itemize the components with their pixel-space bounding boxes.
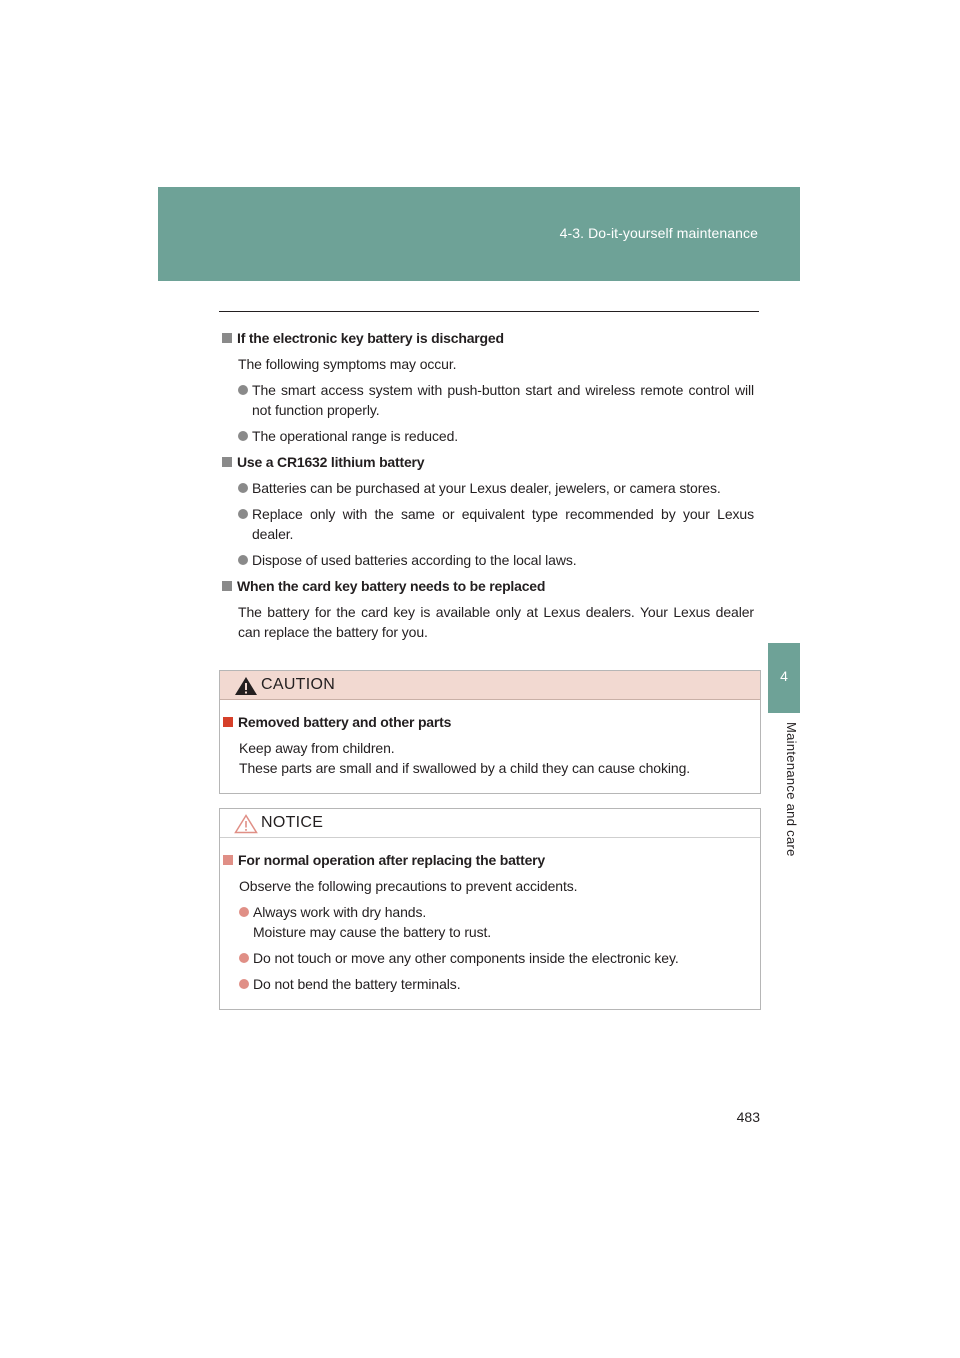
circle-bullet-icon xyxy=(238,509,248,519)
top-rule xyxy=(219,311,759,312)
circle-bullet-icon xyxy=(238,431,248,441)
circle-bullet-icon xyxy=(239,979,249,989)
caution-heading: Removed battery and other parts xyxy=(223,712,760,732)
page-number: 483 xyxy=(736,1109,760,1125)
square-bullet-icon xyxy=(222,581,232,591)
notice-heading: For normal operation after replacing the battery xyxy=(223,850,760,870)
chapter-tab xyxy=(768,643,800,713)
chapter-number: 4 xyxy=(780,668,788,684)
circle-bullet-icon xyxy=(239,907,249,917)
main-content xyxy=(222,328,754,648)
section-heading: When the card key battery needs to be replaced xyxy=(222,576,754,596)
list-item: Dispose of used batteries according to the local laws. xyxy=(238,550,754,570)
square-bullet-icon xyxy=(222,333,232,343)
section-heading: If the electronic key battery is discharged xyxy=(222,328,754,348)
caution-header xyxy=(220,671,760,700)
warning-triangle-icon xyxy=(234,676,258,696)
circle-bullet-icon xyxy=(239,953,249,963)
circle-bullet-icon xyxy=(238,483,248,493)
notice-intro: Observe the following precautions to prevent accidents. xyxy=(239,878,578,894)
notice-triangle-icon xyxy=(234,814,258,834)
caution-line: Keep away from children. xyxy=(239,740,395,756)
caution-body xyxy=(220,700,760,778)
list-item: The smart access system with push-button start and wireless remote control will not function properly. xyxy=(238,380,754,420)
section-intro: The following symptoms may occur. xyxy=(238,356,457,372)
section-title: 4-3. Do-it-yourself maintenance xyxy=(559,225,758,241)
square-bullet-icon xyxy=(223,717,233,727)
square-bullet-icon xyxy=(222,457,232,467)
notice-header xyxy=(220,809,760,838)
circle-bullet-icon xyxy=(238,555,248,565)
caution-line: These parts are small and if swallowed by a child they can cause choking. xyxy=(239,760,691,776)
chapter-label: Maintenance and care xyxy=(784,722,799,857)
caution-box xyxy=(219,670,761,794)
notice-box xyxy=(219,808,761,1010)
caution-title: CAUTION xyxy=(261,676,336,693)
list-item: Do not touch or move any other components inside the electronic key. xyxy=(239,948,760,968)
notice-body xyxy=(220,838,760,994)
section-intro: The battery for the card key is available only at Lexus dealers. Your Lexus dealer can replace the battery for you. xyxy=(238,604,754,640)
list-item: Always work with dry hands. Moisture may cause the battery to rust. xyxy=(239,902,760,942)
list-item: Do not bend the battery terminals. xyxy=(239,974,760,994)
notice-title: NOTICE xyxy=(261,814,324,831)
square-bullet-icon xyxy=(223,855,233,865)
list-item: Replace only with the same or equivalent type recommended by your Lexus dealer. xyxy=(238,504,754,544)
section-heading: Use a CR1632 lithium battery xyxy=(222,452,754,472)
section-header-band xyxy=(158,187,800,281)
list-item: Batteries can be purchased at your Lexus dealer, jewelers, or camera stores. xyxy=(238,478,754,498)
circle-bullet-icon xyxy=(238,385,248,395)
list-item: The operational range is reduced. xyxy=(238,426,754,446)
